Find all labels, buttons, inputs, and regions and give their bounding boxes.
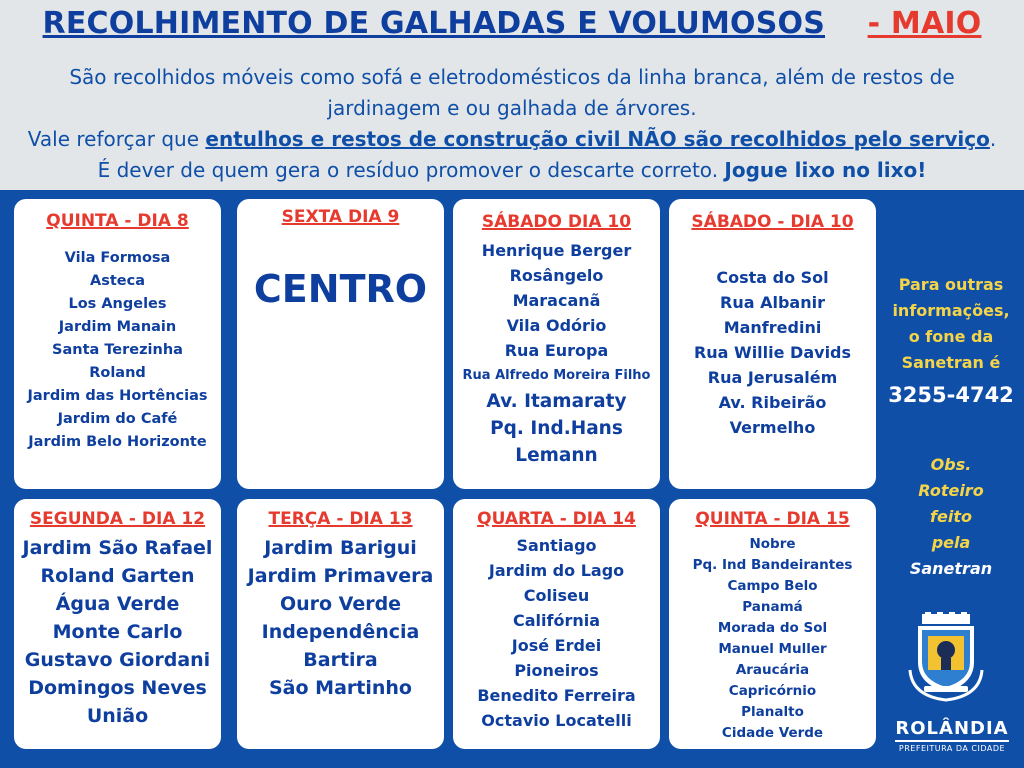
card-terca-dia-13 [237, 499, 444, 749]
neighborhood-item: Campo Belo [727, 578, 818, 594]
phone-number: 3255-4742 [888, 383, 1014, 407]
card-title: SEXTA DIA 9 [281, 207, 400, 227]
contact-info-line: informações, [892, 301, 1010, 320]
neighborhood-list [14, 534, 221, 730]
page-title [0, 6, 1024, 41]
title-main: RECOLHIMENTO DE GALHADAS E VOLUMOSOS [42, 6, 826, 41]
neighborhood-item: Morada do Sol [717, 620, 828, 636]
neighborhood-item: Pioneiros [514, 661, 599, 680]
card-sabado-dia-10-b [669, 199, 876, 489]
card-title: QUARTA - DIA 14 [477, 509, 636, 529]
neighborhood-item: Roland Garten [40, 565, 195, 587]
card-quarta-dia-14 [453, 499, 660, 749]
card-title: QUINTA - DIA 8 [46, 211, 189, 231]
neighborhood-item: Vila Odório [506, 316, 607, 335]
contact-info-line: Para outras [898, 275, 1004, 294]
neighborhood-list [453, 533, 660, 733]
neighborhood-item: Coliseu [523, 586, 590, 605]
neighborhood-item: União [86, 705, 149, 727]
neighborhood-item: Pq. Ind.Hans [490, 418, 623, 439]
card-segunda-dia-12 [14, 499, 221, 749]
card-sexta-dia-9 [237, 199, 444, 489]
neighborhood-item: Vila Formosa [64, 250, 171, 266]
card-title: TERÇA - DIA 13 [268, 509, 413, 529]
neighborhood-item: Jardim das Hortências [27, 388, 208, 404]
neighborhood-item: Planalto [741, 704, 804, 720]
contact-info-line: Sanetran é [901, 353, 1001, 372]
neighborhood-item: Gustavo Giordani [24, 649, 211, 671]
neighborhood-item: Rua Albanir [720, 293, 825, 312]
neighborhood-item: Asteca [90, 273, 145, 289]
neighborhood-item: Pq. Ind Bandeirantes [692, 557, 853, 573]
card-quinta-dia-8 [14, 199, 221, 489]
brand-name: ROLÂNDIA [895, 718, 1008, 742]
neighborhood-item: Jardim do Lago [488, 561, 625, 580]
card-title: SEGUNDA - DIA 12 [29, 509, 206, 529]
neighborhood-item: Roland [89, 365, 146, 381]
obs-line: pela [931, 533, 971, 552]
neighborhood-item: Jardim Primavera [247, 565, 434, 587]
obs-line: Obs. [930, 455, 972, 474]
neighborhood-item: José Erdei [511, 636, 602, 655]
neighborhood-item: Av. Itamaraty [486, 391, 627, 412]
neighborhood-list [453, 238, 660, 469]
neighborhood-item: Rua Europa [504, 341, 609, 360]
neighborhood-item: Henrique Berger [481, 241, 632, 260]
neighborhood-item: Manfredini [723, 318, 822, 337]
neighborhood-list [14, 247, 221, 454]
contact-info-line: o fone da [908, 327, 994, 346]
neighborhood-item: Califórnia [512, 611, 601, 630]
neighborhood-item: Rua Jerusalém [707, 368, 838, 387]
neighborhood-item: Rosângelo [509, 266, 604, 285]
intro-line-4 [0, 155, 1024, 186]
neighborhood-item: Cidade Verde [721, 725, 824, 741]
centro-label: CENTRO [253, 267, 428, 311]
neighborhood-item: Domingos Neves [28, 677, 207, 699]
card-title: QUINTA - DIA 15 [695, 509, 850, 529]
neighborhood-item: Panamá [742, 599, 803, 615]
neighborhood-list [237, 534, 444, 702]
neighborhood-list [669, 534, 876, 744]
neighborhood-item: Jardim Barigui [264, 537, 417, 559]
card-title: SÁBADO - DIA 10 [691, 212, 854, 232]
intro-slogan: Jogue lixo no lixo! [724, 158, 927, 182]
neighborhood-item: Jardim Manain [58, 319, 177, 335]
card-quinta-dia-15 [669, 499, 876, 749]
obs-line: Roteiro [918, 481, 984, 500]
intro-warning: entulhos e restos de construção civil NÃO são recolhidos pelo serviço [205, 127, 990, 151]
neighborhood-item: Santiago [516, 536, 597, 555]
neighborhood-item: Monte Carlo [52, 621, 183, 643]
neighborhood-item: Santa Terezinha [52, 342, 183, 358]
neighborhood-item: Lemann [515, 445, 598, 466]
neighborhood-item: Manuel Muller [718, 641, 827, 657]
intro-line-4-prefix: É dever de quem gera o resíduo promover o descarte correto. [97, 158, 725, 182]
obs-line: feito [930, 507, 972, 526]
neighborhood-item: Rua Alfredo Moreira Filho [462, 368, 651, 383]
neighborhood-item: Independência [261, 621, 420, 643]
neighborhood-item: Benedito Ferreira [477, 686, 636, 705]
neighborhood-item: São Martinho [269, 677, 412, 699]
intro-line-1: São recolhidos móveis como sofá e eletrodomésticos da linha branca, além de restos de [69, 65, 955, 89]
observation-note [878, 452, 1024, 582]
neighborhood-item: Nobre [749, 536, 796, 552]
neighborhood-item: Jardim do Café [57, 411, 178, 427]
city-crest-icon [908, 612, 984, 702]
neighborhood-item: Araucária [735, 662, 810, 678]
neighborhood-list [669, 265, 876, 440]
card-title: SÁBADO DIA 10 [481, 212, 632, 232]
neighborhood-item: Jardim São Rafael [22, 537, 213, 559]
intro-line-3-suffix: . [989, 127, 997, 151]
neighborhood-item: Capricórnio [728, 683, 817, 699]
neighborhood-item: Água Verde [55, 593, 180, 615]
neighborhood-item: Maracanã [512, 291, 601, 310]
title-month: - MAIO [867, 6, 982, 41]
brand-logo [880, 718, 1024, 753]
neighborhood-item: Jardim Belo Horizonte [28, 434, 207, 450]
card-sabado-dia-10-a [453, 199, 660, 489]
neighborhood-item: Los Angeles [68, 296, 167, 312]
contact-info [878, 272, 1024, 376]
neighborhood-item: Costa do Sol [716, 268, 829, 287]
neighborhood-item: Octavio Locatelli [481, 711, 632, 730]
neighborhood-item: Rua Willie Davids [693, 343, 852, 362]
neighborhood-item: Bartira [303, 649, 378, 671]
brand-subtitle: PREFEITURA DA CIDADE [898, 744, 1006, 753]
neighborhood-item: Vermelho [729, 418, 816, 437]
intro-line-3 [0, 124, 1024, 155]
neighborhood-item: Av. Ribeirão [718, 393, 827, 412]
intro-line-2: jardinagem e ou galhada de árvores. [327, 96, 697, 120]
intro-line-3-prefix: Vale reforçar que [27, 127, 206, 151]
obs-line: Sanetran [909, 559, 993, 578]
neighborhood-item: Ouro Verde [279, 593, 402, 615]
